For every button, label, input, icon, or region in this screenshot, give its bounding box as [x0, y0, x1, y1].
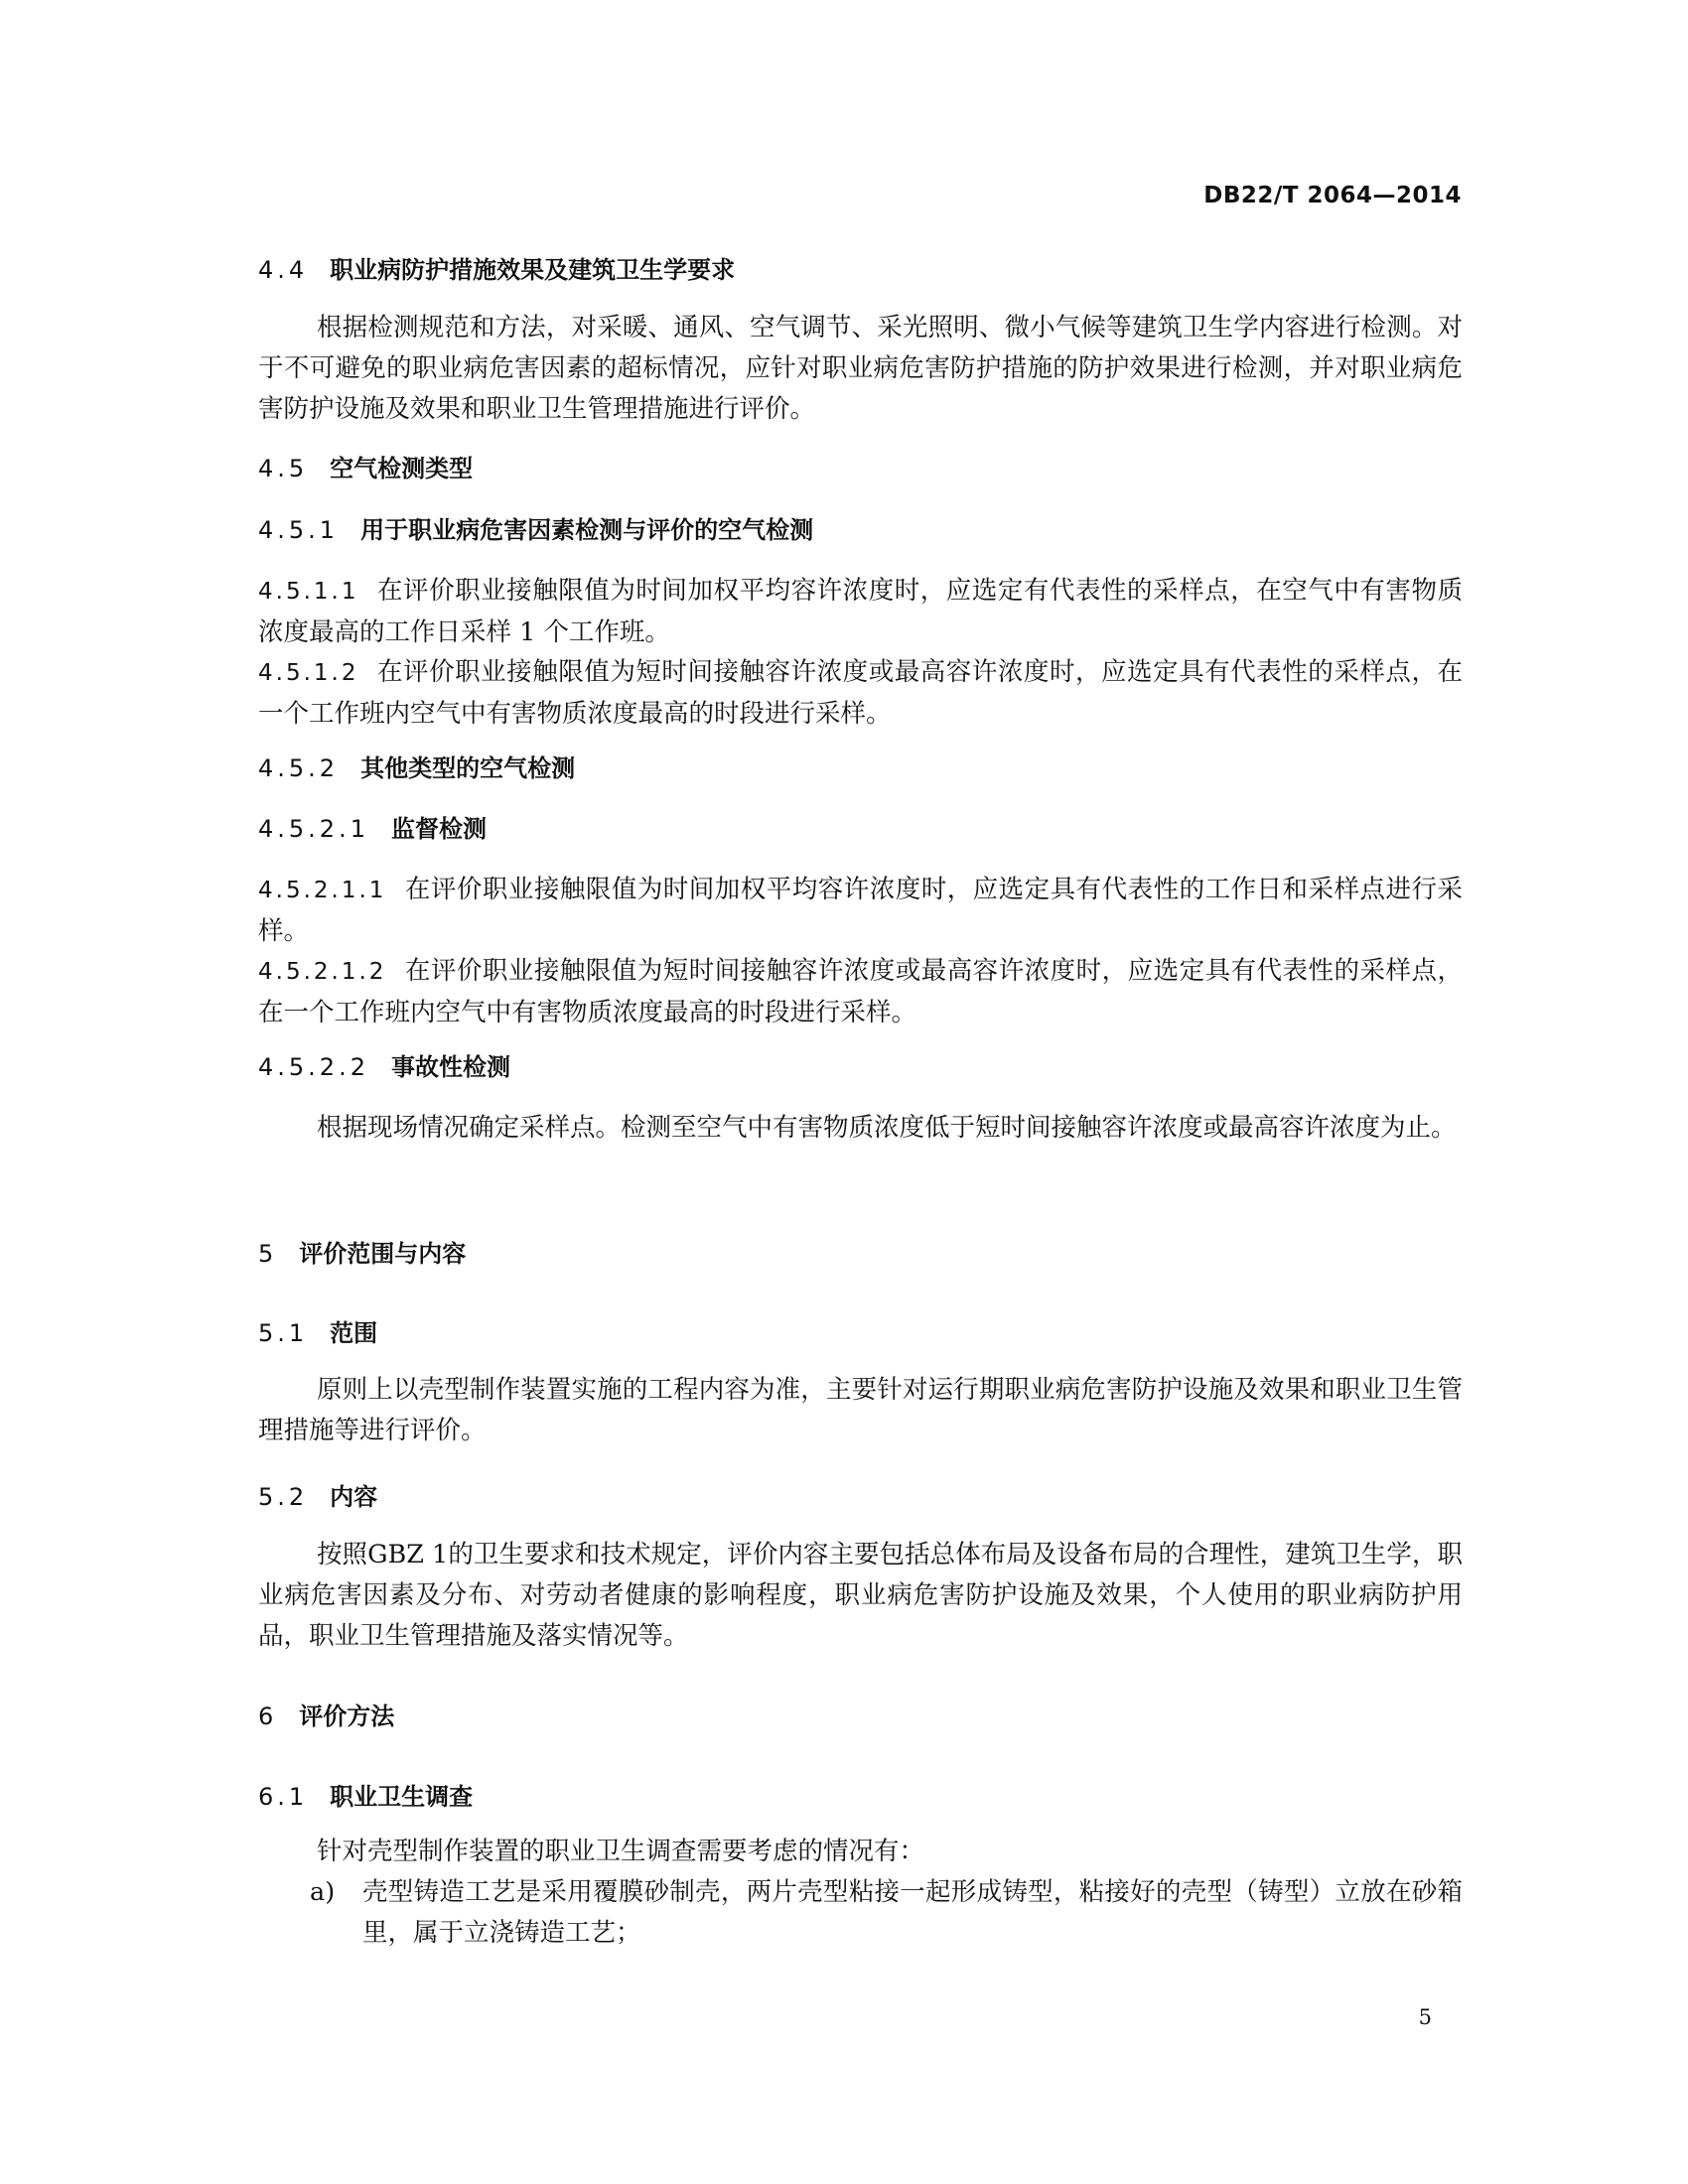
heading-5-1: [258, 1313, 377, 1353]
section-title: 职业卫生调查: [330, 1783, 474, 1811]
section-title: 用于职业病危害因素检测与评价的空气检测: [360, 516, 814, 544]
clause-number: 4.5.1.1: [258, 579, 359, 605]
clause-number: 4.5.1.2: [258, 660, 359, 686]
section-title: 范围: [330, 1319, 378, 1347]
clause-text: 在评价职业接触限值为短时间接触容许浓度或最高容许浓度时，应选定具有代表性的采样点，在一个工作班内空气中有害物质浓度最高的时段进行采样。: [258, 956, 1463, 1027]
paragraph-6-1: 针对壳型制作装置的职业卫生调查需要考虑的情况有：: [317, 1837, 925, 1866]
clause-4-5-1-1: [258, 571, 1463, 653]
section-title: 评价范围与内容: [299, 1240, 467, 1268]
section-number: 6.1: [258, 1783, 309, 1811]
page-number: 5: [1418, 2005, 1432, 2029]
section-number: 4.5: [258, 455, 309, 482]
section-number: 4.4: [258, 256, 309, 284]
section-number: 5: [258, 1240, 278, 1268]
clause-4-5-2-1-2: [258, 951, 1463, 1033]
section-number: 5.2: [258, 1483, 309, 1511]
paragraph-5-2: 按照GBZ 1的卫生要求和技术规定，评价内容主要包括总体布局及设备布局的合理性，建筑卫生学，职业病危害因素及分布、对劳动者健康的影响程度，职业病危害防护设施及效果，个人使用的职业病防护用品，职业卫生管理措施及落实情况等。: [258, 1540, 1463, 1651]
heading-4-4: [258, 250, 735, 290]
section-title: 空气检测类型: [330, 455, 474, 482]
paragraph-4-5-2-2: 根据现场情况确定采样点。检测至空气中有害物质浓度低于短时间接触容许浓度或最高容许浓度为止。: [317, 1113, 1457, 1143]
list-item-text: 壳型铸造工艺是采用覆膜砂制壳，两片壳型粘接一起形成铸型，粘接好的壳型（铸型）立放在砂箱里，属于立浇铸造工艺；: [362, 1877, 1463, 1948]
clause-text: 在评价职业接触限值为短时间接触容许浓度或最高容许浓度时，应选定具有代表性的采样点，在一个工作班内空气中有害物质浓度最高的时段进行采样。: [258, 657, 1463, 729]
list-item-a: [310, 1872, 1463, 1954]
clause-number: 4.5.2.1.1: [258, 878, 387, 903]
section-title: 其他类型的空气检测: [360, 754, 576, 782]
heading-4-5-2: [258, 749, 575, 788]
section-title: 评价方法: [299, 1703, 395, 1730]
section-number: 5.1: [258, 1319, 309, 1347]
heading-6: [258, 1697, 394, 1736]
heading-6-1: [258, 1777, 473, 1817]
clause-4-5-2-1-1: [258, 870, 1463, 952]
heading-5: [258, 1234, 466, 1274]
clause-number: 4.5.2.1.2: [258, 959, 387, 985]
clause-4-5-1-2: [258, 652, 1463, 735]
section-title: 内容: [330, 1483, 378, 1511]
section-title: 事故性检测: [390, 1053, 510, 1081]
heading-4-5-1: [258, 510, 813, 550]
section-number: 4.5.1: [258, 516, 340, 544]
section-number: 4.5.2.2: [258, 1053, 369, 1081]
section-title: 监督检测: [390, 815, 487, 843]
section-number: 4.5.2.1: [258, 815, 369, 843]
list-marker: a): [310, 1877, 336, 1907]
section-title: 职业病防护措施效果及建筑卫生学要求: [330, 256, 736, 284]
section-number: 4.5.2: [258, 754, 340, 782]
heading-4-5-2-1: [258, 809, 487, 849]
clause-text: 在评价职业接触限值为时间加权平均容许浓度时，应选定有代表性的采样点，在空气中有害物质浓度最高的工作日采样 1 个工作班。: [258, 576, 1463, 647]
section-number: 6: [258, 1703, 278, 1730]
heading-4-5-2-2: [258, 1047, 510, 1087]
paragraph-5-1: 原则上以壳型制作装置实施的工程内容为准，主要针对运行期职业病危害防护设施及效果和职业卫生管理措施等进行评价。: [258, 1375, 1463, 1445]
paragraph-4-4: 根据检测规范和方法，对采暖、通风、空气调节、采光照明、微小气候等建筑卫生学内容进行检测。对于不可避免的职业病危害因素的超标情况，应针对职业病危害防护措施的防护效果进行检测，并对职业病危害防护设施及效果和职业卫生管理措施进行评价。: [258, 313, 1463, 424]
clause-text: 在评价职业接触限值为时间加权平均容许浓度时，应选定具有代表性的工作日和采样点进行采样。: [258, 875, 1463, 946]
heading-4-5: [258, 449, 473, 488]
heading-5-2: [258, 1477, 377, 1517]
document-code: DB22/T 2064—2014: [1203, 183, 1462, 208]
